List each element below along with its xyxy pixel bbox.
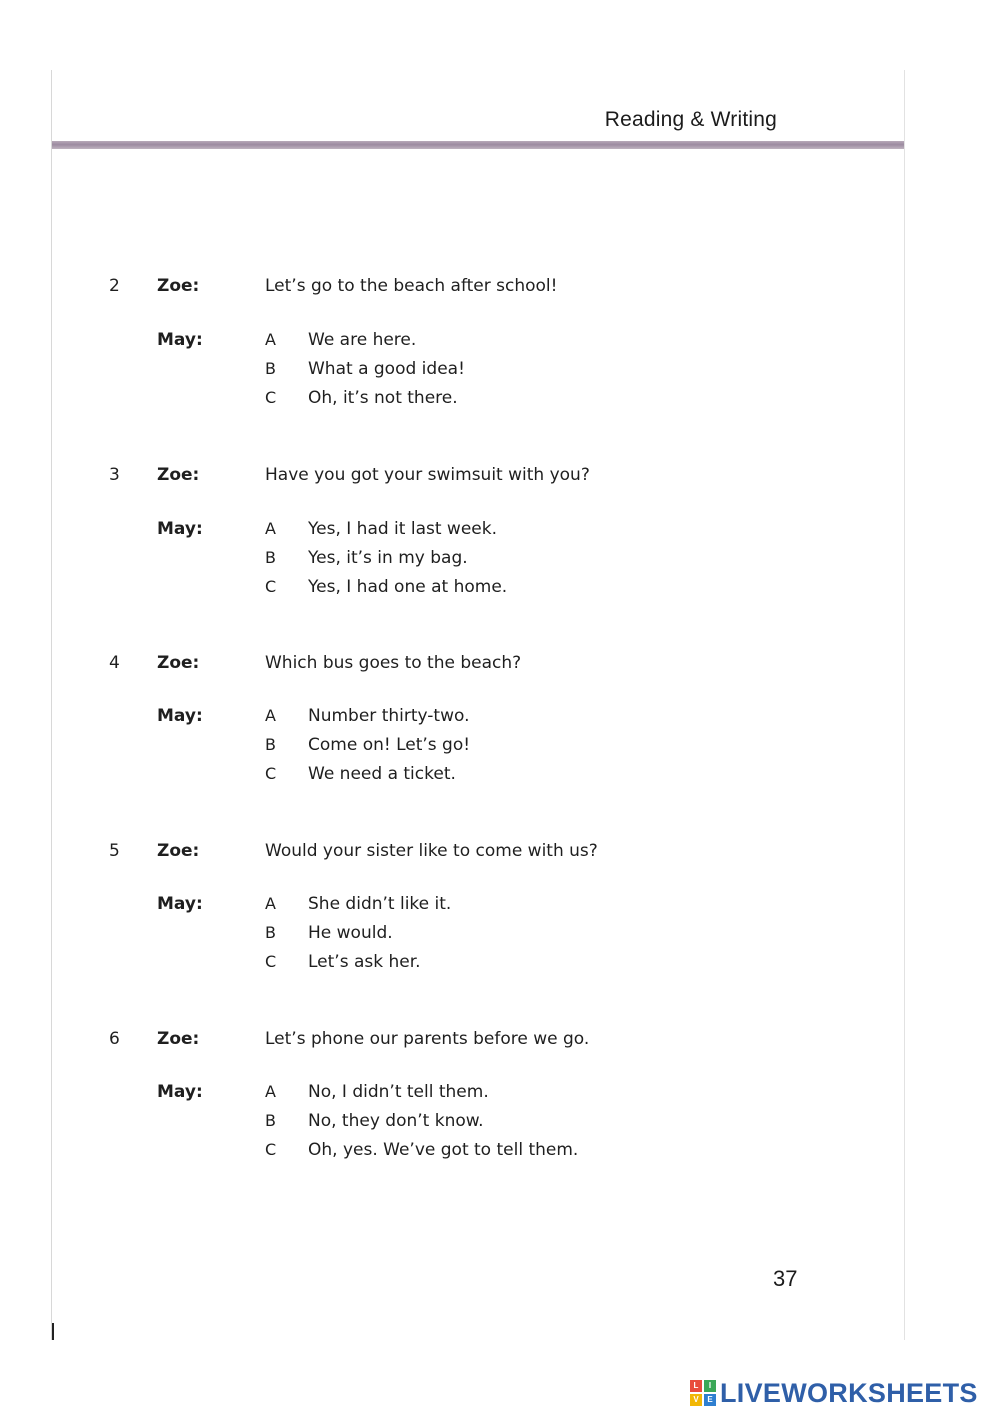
option-a[interactable]: We are here. <box>308 330 417 350</box>
question-3 <box>0 465 1000 595</box>
speaker-zoe: Zoe: <box>157 276 200 296</box>
header-band <box>52 141 904 149</box>
option-b[interactable]: He would. <box>308 923 393 943</box>
option-a-letter: A <box>265 1082 276 1101</box>
question-prompt: Let’s go to the beach after school! <box>265 276 558 296</box>
option-b[interactable]: Yes, it’s in my bag. <box>308 548 468 568</box>
brand-name: LIVEWORKSHEETS <box>720 1377 978 1408</box>
speaker-zoe: Zoe: <box>157 1029 200 1049</box>
option-a[interactable]: No, I didn’t tell them. <box>308 1082 489 1102</box>
option-c[interactable]: Let’s ask her. <box>308 952 421 972</box>
question-prompt: Which bus goes to the beach? <box>265 653 522 673</box>
option-b[interactable]: No, they don’t know. <box>308 1111 484 1131</box>
question-6 <box>0 1029 1000 1159</box>
option-c-letter: C <box>265 1140 277 1159</box>
option-a[interactable]: Yes, I had it last week. <box>308 519 497 539</box>
option-c-letter: C <box>265 952 277 971</box>
question-5 <box>0 841 1000 971</box>
option-b[interactable]: What a good idea! <box>308 359 465 379</box>
question-2 <box>0 276 1000 406</box>
option-c[interactable]: Yes, I had one at home. <box>308 577 508 597</box>
question-number: 5 <box>109 841 120 861</box>
speaker-may: May: <box>157 519 203 539</box>
option-b-letter: B <box>265 1111 276 1130</box>
speaker-may: May: <box>157 894 203 914</box>
question-prompt: Have you got your swimsuit with you? <box>265 465 590 485</box>
option-a[interactable]: She didn’t like it. <box>308 894 452 914</box>
question-number: 4 <box>109 653 120 673</box>
option-a-letter: A <box>265 706 276 725</box>
option-b-letter: B <box>265 548 276 567</box>
speaker-zoe: Zoe: <box>157 653 200 673</box>
option-c[interactable]: We need a ticket. <box>308 764 456 784</box>
speaker-zoe: Zoe: <box>157 841 200 861</box>
option-c[interactable]: Oh, yes. We’ve got to tell them. <box>308 1140 579 1160</box>
speaker-zoe: Zoe: <box>157 465 200 485</box>
option-a-letter: A <box>265 894 276 913</box>
option-b-letter: B <box>265 735 276 754</box>
question-4 <box>0 653 1000 783</box>
option-c[interactable]: Oh, it’s not there. <box>308 388 458 408</box>
question-number: 6 <box>109 1029 120 1049</box>
liveworksheets-logo <box>690 1376 978 1410</box>
question-prompt: Would your sister like to come with us? <box>265 841 598 861</box>
margin-mark <box>52 1323 54 1340</box>
option-a-letter: A <box>265 519 276 538</box>
option-b-letter: B <box>265 923 276 942</box>
option-c-letter: C <box>265 764 277 783</box>
question-number: 2 <box>109 276 120 296</box>
option-a[interactable]: Number thirty-two. <box>308 706 470 726</box>
option-b[interactable]: Come on! Let’s go! <box>308 735 471 755</box>
speaker-may: May: <box>157 706 203 726</box>
section-title: Reading & Writing <box>604 108 777 131</box>
question-number: 3 <box>109 465 120 485</box>
page-number: 37 <box>773 1266 798 1291</box>
option-a-letter: A <box>265 330 276 349</box>
liveworksheets-icon: L I V E <box>690 1380 716 1406</box>
option-c-letter: C <box>265 577 277 596</box>
option-b-letter: B <box>265 359 276 378</box>
speaker-may: May: <box>157 1082 203 1102</box>
question-prompt: Let’s phone our parents before we go. <box>265 1029 590 1049</box>
speaker-may: May: <box>157 330 203 350</box>
option-c-letter: C <box>265 388 277 407</box>
